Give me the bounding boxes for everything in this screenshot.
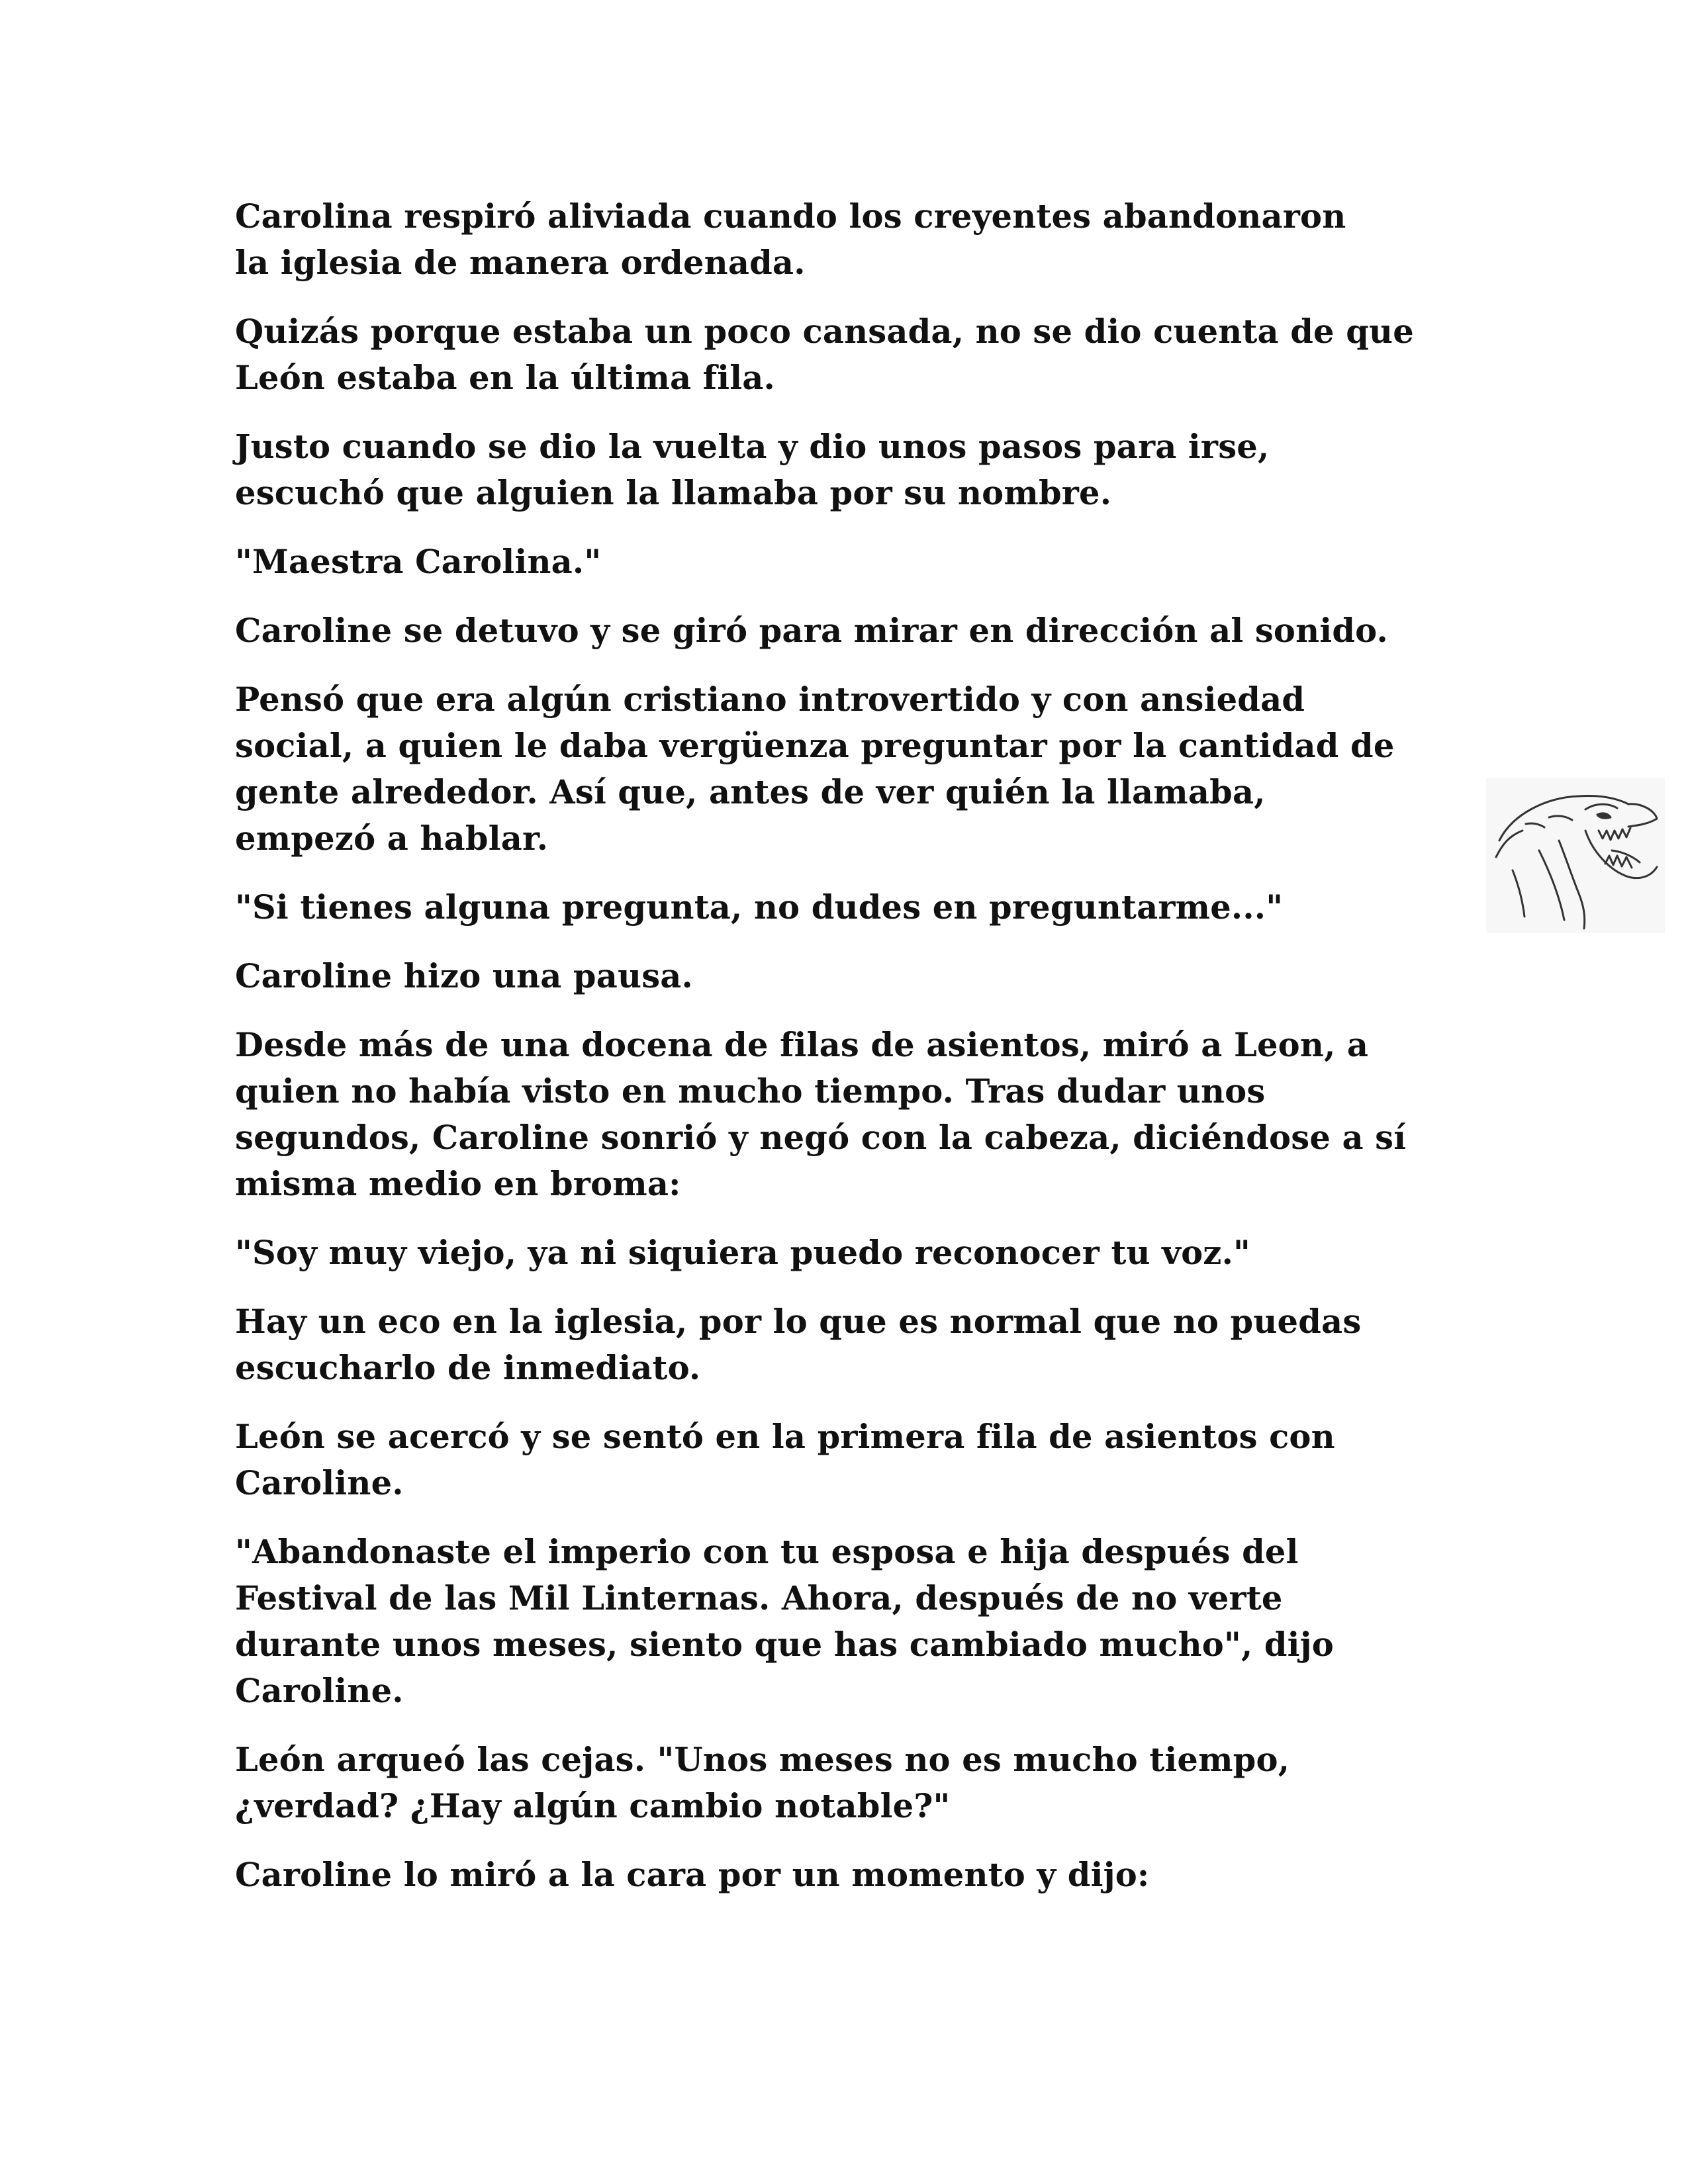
paragraph-14: León arqueó las cejas. "Unos meses no es mucho tiempo, ¿verdad? ¿Hay algún cambio notable?": [235, 1741, 1290, 1825]
paragraph-4: "Maestra Carolina.": [235, 543, 602, 581]
paragraph-15: Caroline lo miró a la cara por un momento y dijo:: [235, 1856, 1150, 1894]
paragraph-11: Hay un eco en la iglesia, por lo que es normal que no puedas escucharlo de inmediato.: [235, 1302, 1362, 1387]
paragraph-9: Desde más de una docena de filas de asientos, miró a Leon, a quien no había visto en mucho tiempo. Tras dudar unos segundos, Caroline sonrió y negó con la cabeza, diciéndose a sí misma medio en broma:: [235, 1026, 1407, 1203]
paragraph-2: Quizás porque estaba un poco cansada, no se dio cuenta de que León estaba en la última fila.: [235, 312, 1414, 397]
body-text: [235, 193, 1493, 1921]
dinosaur-sketch-icon: [1486, 778, 1665, 933]
paragraph-7: "Si tienes alguna pregunta, no dudes en preguntarme...": [235, 888, 1284, 927]
paragraph-8: Caroline hizo una pausa.: [235, 957, 693, 995]
paragraph-12: León se acercó y se sentó en la primera fila de asientos con Caroline.: [235, 1418, 1335, 1502]
paragraph-13: "Abandonaste el imperio con tu esposa e hija después del Festival de las Mil Linternas. Ahora, después de no verte durante unos meses, siento que has cambiado mucho", dijo Caroline.: [235, 1533, 1334, 1710]
paragraph-6: Pensó que era algún cristiano introvertido y con ansiedad social, a quien le daba vergüenza preguntar por la cantidad de gente alrededor. Así que, antes de ver quién la llamaba, empezó a hablar.: [235, 680, 1395, 858]
paragraph-5: Caroline se detuvo y se giró para mirar en dirección al sonido.: [235, 612, 1388, 650]
paragraph-3: Justo cuando se dio la vuelta y dio unos pasos para irse, escuchó que alguien la llamaba por su nombre.: [235, 428, 1270, 512]
paragraph-1: Carolina respiró aliviada cuando los creyentes abandonaron la iglesia de manera ordenada.: [235, 197, 1346, 282]
paragraph-10: "Soy muy viejo, ya ni siquiera puedo reconocer tu voz.": [235, 1234, 1251, 1272]
